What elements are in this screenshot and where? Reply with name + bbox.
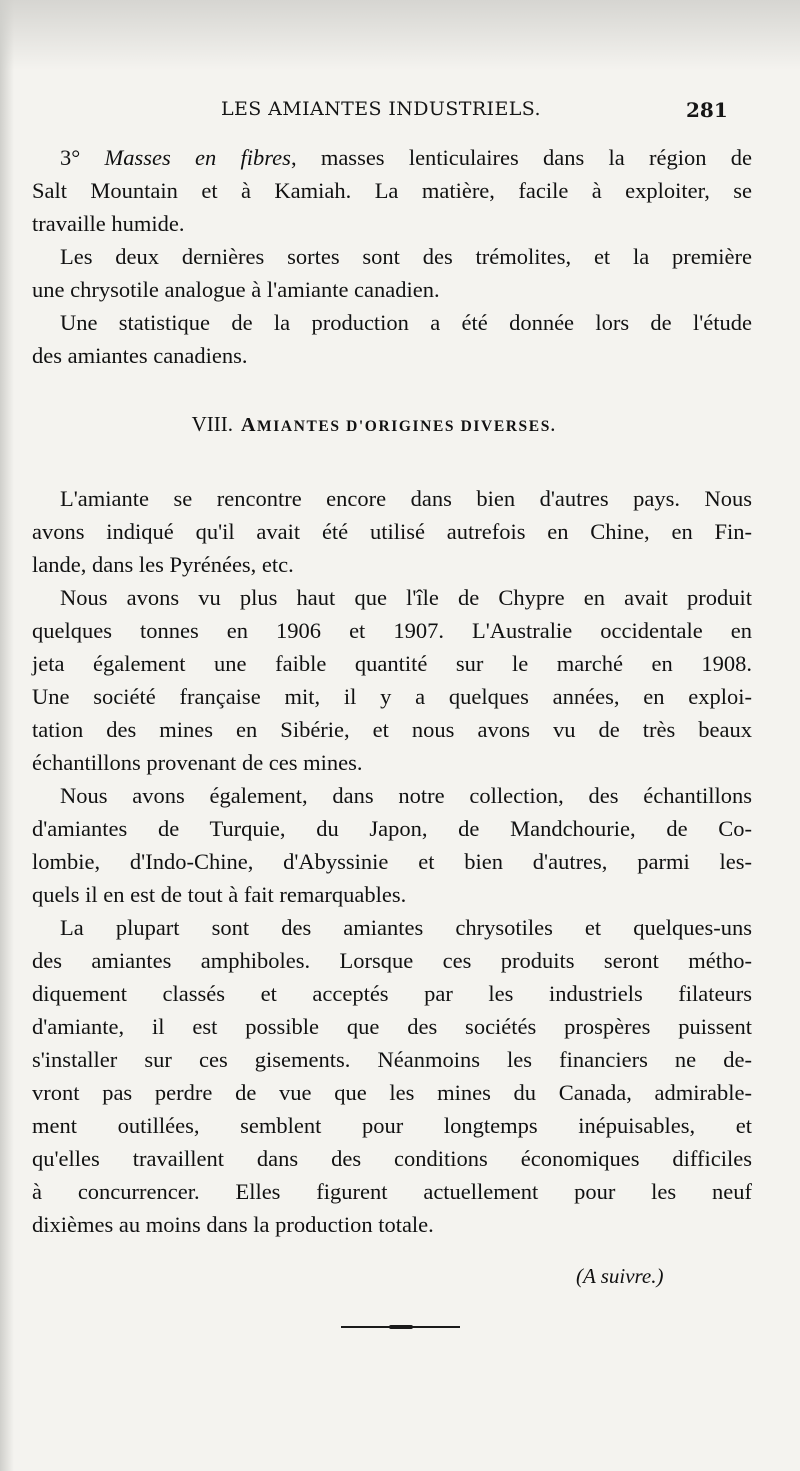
item-number: 3° <box>60 145 81 170</box>
text-line: dixièmes au moins dans la production totale. <box>32 1212 434 1237</box>
text-line: Une statistique de la production a été donnée lors de l'étude <box>60 310 752 335</box>
text-line: Nous avons vu plus haut que l'île de Chypre en avait produit <box>60 585 752 610</box>
text-line: lombie, d'Indo-Chine, d'Abyssinie et bien d'autres, parmi les- <box>32 849 752 874</box>
text-line: échantillons provenant de ces mines. <box>32 750 363 775</box>
text-line: 3° Masses en fibres, masses lenticulaires dans la région de <box>60 145 752 170</box>
text-line: jeta également une faible quantité sur le marché en 1908. <box>32 651 752 676</box>
text-line: tation des mines en Sibérie, et nous avons vu de très beaux <box>32 717 752 742</box>
text-line: lande, dans les Pyrénées, etc. <box>32 552 294 577</box>
text-block-top <box>32 141 752 372</box>
text-line: La plupart sont des amiantes chrysotiles et quelques-uns <box>60 915 752 940</box>
text-line: à concurrencer. Elles figurent actuellement pour les neuf <box>32 1179 752 1204</box>
text-line: vront pas perdre de vue que les mines du Canada, admirable- <box>32 1080 752 1105</box>
text-line: avons indiqué qu'il avait été utilisé autrefois en Chine, en Fin- <box>32 519 752 544</box>
text-line: d'amiante, il est possible que des sociétés prospères puissent <box>32 1014 752 1039</box>
text-block-bottom <box>32 482 752 1241</box>
text-line: quelques tonnes en 1906 et 1907. L'Australie occidentale en <box>32 618 752 643</box>
section-title: AMIANTES D'ORIGINES DIVERSES. <box>241 414 557 436</box>
running-title: LES AMIANTES INDUSTRIELS. <box>221 98 541 120</box>
scan-shadow-top <box>0 0 800 70</box>
text-line: ment outillées, semblent pour longtemps inépuisables, et <box>32 1113 752 1138</box>
text-line: Une société française mit, il y a quelques années, en exploi- <box>32 684 752 709</box>
text-line: L'amiante se rencontre encore dans bien d'autres pays. Nous <box>60 486 752 511</box>
section-heading <box>0 412 800 437</box>
page-number: 281 <box>686 98 728 122</box>
text-line: travaille humide. <box>32 211 185 236</box>
text-line: Nous avons également, dans notre collection, des échantillons <box>60 783 752 808</box>
text-line: Salt Mountain et à Kamiah. La matière, facile à exploiter, se <box>32 178 752 203</box>
italic-term: Masses en fibres <box>104 145 291 170</box>
text-line: diquement classés et acceptés par les industriels filateurs <box>32 981 752 1006</box>
text-line: s'installer sur ces gisements. Néanmoins les financiers ne de- <box>32 1047 752 1072</box>
end-rule-divider <box>341 1326 460 1328</box>
text-line: qu'elles travaillent dans des conditions économiques difficiles <box>32 1146 752 1171</box>
text-line: des amiantes amphiboles. Lorsque ces produits seront métho- <box>32 948 752 973</box>
text-line: d'amiantes de Turquie, du Japon, de Mandchourie, de Co- <box>32 816 752 841</box>
scan-shadow-left <box>0 0 14 1471</box>
section-numeral: VIII. <box>191 412 233 436</box>
running-head <box>0 98 800 128</box>
text-line: une chrysotile analogue à l'amiante canadien. <box>32 277 440 302</box>
text-line: Les deux dernières sortes sont des trémolites, et la première <box>60 244 752 269</box>
to-be-continued: (A suivre.) <box>576 1264 664 1288</box>
text-line: des amiantes canadiens. <box>32 343 248 368</box>
text-line: quels il en est de tout à fait remarquables. <box>32 882 407 907</box>
